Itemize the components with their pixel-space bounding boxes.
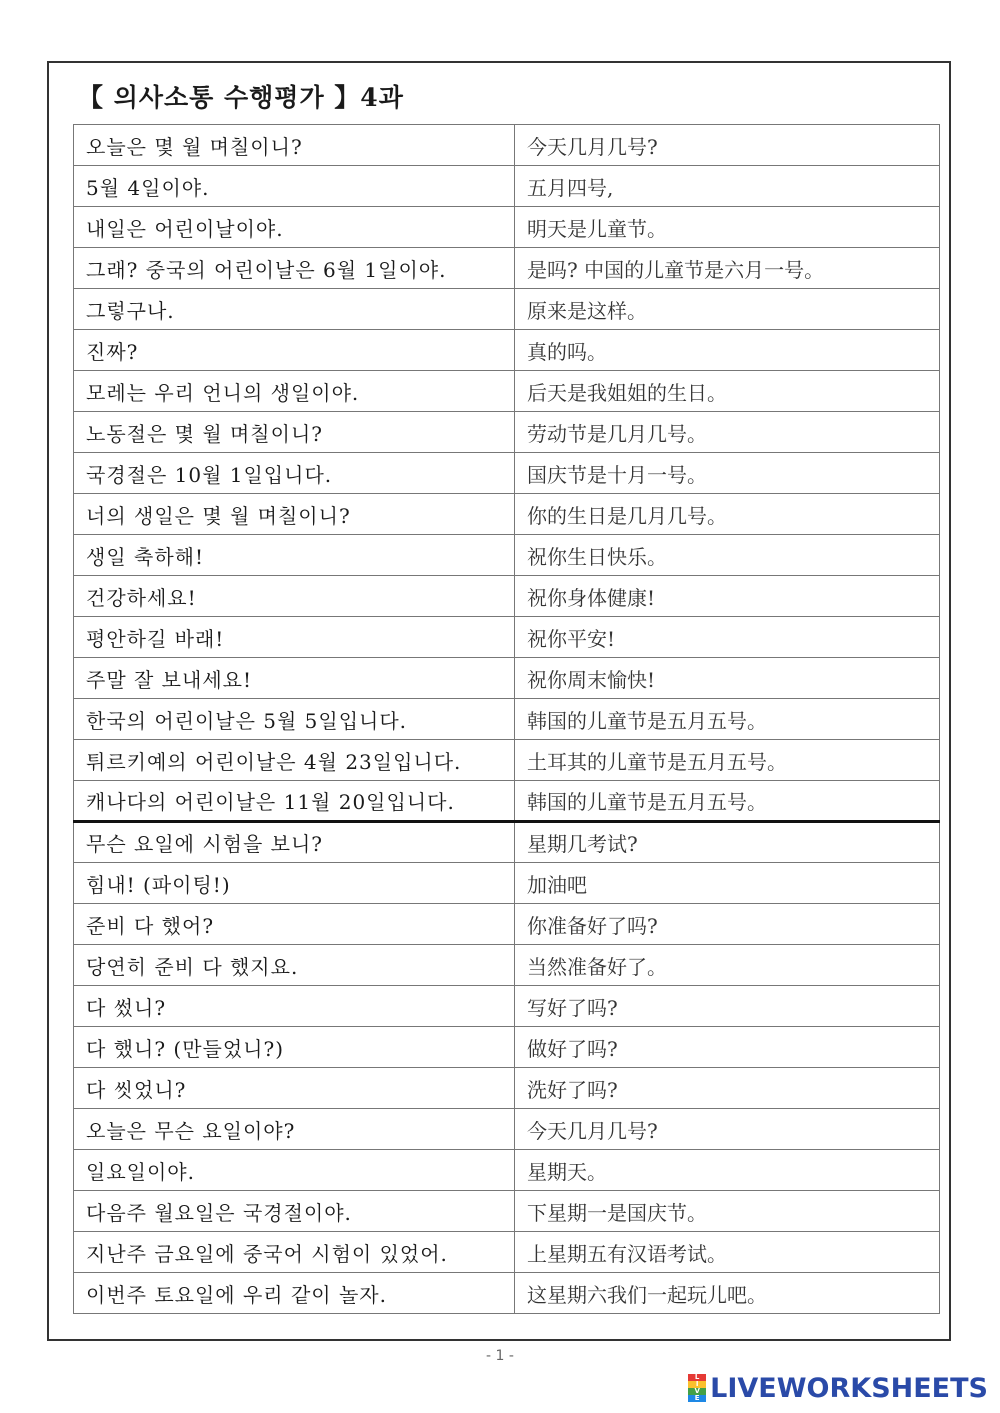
chinese-phrase: 下星期一是国庆节。 bbox=[515, 1191, 940, 1232]
chinese-phrase: 国庆节是十月一号。 bbox=[515, 453, 940, 494]
korean-phrase: 힘내! (파이팅!) bbox=[74, 863, 515, 904]
chinese-phrase: 加油吧 bbox=[515, 863, 940, 904]
badge-letter: L bbox=[688, 1374, 706, 1381]
table-row bbox=[74, 904, 940, 945]
table-row bbox=[74, 1109, 940, 1150]
page-number: - 1 - bbox=[486, 1348, 514, 1364]
chinese-phrase: 这星期六我们一起玩儿吧。 bbox=[515, 1273, 940, 1314]
table-row bbox=[74, 699, 940, 740]
chinese-phrase: 原来是这样。 bbox=[515, 289, 940, 330]
chinese-phrase: 后天是我姐姐的生日。 bbox=[515, 371, 940, 412]
korean-phrase: 무슨 요일에 시험을 보니? bbox=[74, 822, 515, 863]
korean-phrase: 다 했니? (만들었니?) bbox=[74, 1027, 515, 1068]
table-row bbox=[74, 1027, 940, 1068]
badge-letter: V bbox=[688, 1388, 706, 1395]
table-row bbox=[74, 617, 940, 658]
table-row bbox=[74, 412, 940, 453]
table-row bbox=[74, 207, 940, 248]
korean-phrase: 다음주 월요일은 국경절이야. bbox=[74, 1191, 515, 1232]
chinese-phrase: 韩国的儿童节是五月五号。 bbox=[515, 781, 940, 822]
korean-phrase: 노동절은 몇 월 며칠이니? bbox=[74, 412, 515, 453]
korean-phrase: 내일은 어린이날이야. bbox=[74, 207, 515, 248]
chinese-phrase: 是吗? 中国的儿童节是六月一号。 bbox=[515, 248, 940, 289]
chinese-phrase: 做好了吗? bbox=[515, 1027, 940, 1068]
liveworksheets-logo[interactable] bbox=[688, 1372, 988, 1404]
korean-phrase: 캐나다의 어린이날은 11월 20일입니다. bbox=[74, 781, 515, 822]
phrase-table bbox=[73, 124, 940, 1314]
chinese-phrase: 洗好了吗? bbox=[515, 1068, 940, 1109]
table-row bbox=[74, 330, 940, 371]
chinese-phrase: 你的生日是几月几号。 bbox=[515, 494, 940, 535]
chinese-phrase: 真的吗。 bbox=[515, 330, 940, 371]
korean-phrase: 그래? 중국의 어린이날은 6월 1일이야. bbox=[74, 248, 515, 289]
korean-phrase: 국경절은 10월 1일입니다. bbox=[74, 453, 515, 494]
korean-phrase: 그렇구나. bbox=[74, 289, 515, 330]
badge-letter: I bbox=[688, 1381, 706, 1388]
table-row bbox=[74, 781, 940, 822]
badge-letter: E bbox=[688, 1395, 706, 1402]
table-row bbox=[74, 535, 940, 576]
korean-phrase: 다 씻었니? bbox=[74, 1068, 515, 1109]
korean-phrase: 이번주 토요일에 우리 같이 놀자. bbox=[74, 1273, 515, 1314]
table-row bbox=[74, 371, 940, 412]
korean-phrase: 다 썼니? bbox=[74, 986, 515, 1027]
table-row bbox=[74, 658, 940, 699]
chinese-phrase: 上星期五有汉语考试。 bbox=[515, 1232, 940, 1273]
chinese-phrase: 祝你生日快乐。 bbox=[515, 535, 940, 576]
chinese-phrase: 今天几月几号? bbox=[515, 1109, 940, 1150]
table-row bbox=[74, 863, 940, 904]
chinese-phrase: 劳动节是几月几号。 bbox=[515, 412, 940, 453]
korean-phrase: 튀르키예의 어린이날은 4월 23일입니다. bbox=[74, 740, 515, 781]
table-row bbox=[74, 494, 940, 535]
worksheet-title: 【 의사소통 수행평가 】4과 bbox=[78, 83, 404, 112]
table-row bbox=[74, 289, 940, 330]
korean-phrase: 주말 잘 보내세요! bbox=[74, 658, 515, 699]
table-row bbox=[74, 1232, 940, 1273]
table-row bbox=[74, 945, 940, 986]
table-row bbox=[74, 166, 940, 207]
chinese-phrase: 祝你平安! bbox=[515, 617, 940, 658]
korean-phrase: 너의 생일은 몇 월 며칠이니? bbox=[74, 494, 515, 535]
korean-phrase: 준비 다 했어? bbox=[74, 904, 515, 945]
korean-phrase: 오늘은 몇 월 며칠이니? bbox=[74, 125, 515, 166]
chinese-phrase: 写好了吗? bbox=[515, 986, 940, 1027]
table-row bbox=[74, 576, 940, 617]
korean-phrase: 생일 축하해! bbox=[74, 535, 515, 576]
korean-phrase: 진짜? bbox=[74, 330, 515, 371]
korean-phrase: 평안하길 바래! bbox=[74, 617, 515, 658]
table-row bbox=[74, 248, 940, 289]
korean-phrase: 건강하세요! bbox=[74, 576, 515, 617]
chinese-phrase: 你准备好了吗? bbox=[515, 904, 940, 945]
table-row bbox=[74, 1150, 940, 1191]
korean-phrase: 오늘은 무슨 요일이야? bbox=[74, 1109, 515, 1150]
chinese-phrase: 星期几考试? bbox=[515, 822, 940, 863]
table-row bbox=[74, 822, 940, 863]
chinese-phrase: 祝你周末愉快! bbox=[515, 658, 940, 699]
chinese-phrase: 韩国的儿童节是五月五号。 bbox=[515, 699, 940, 740]
chinese-phrase: 明天是儿童节。 bbox=[515, 207, 940, 248]
live-badge-icon bbox=[688, 1374, 706, 1402]
korean-phrase: 일요일이야. bbox=[74, 1150, 515, 1191]
brand-text: LIVEWORKSHEETS bbox=[710, 1372, 988, 1404]
table-row bbox=[74, 1191, 940, 1232]
chinese-phrase: 祝你身体健康! bbox=[515, 576, 940, 617]
chinese-phrase: 星期天。 bbox=[515, 1150, 940, 1191]
korean-phrase: 한국의 어린이날은 5월 5일입니다. bbox=[74, 699, 515, 740]
table-row bbox=[74, 453, 940, 494]
chinese-phrase: 当然准备好了。 bbox=[515, 945, 940, 986]
chinese-phrase: 五月四号, bbox=[515, 166, 940, 207]
chinese-phrase: 土耳其的儿童节是五月五号。 bbox=[515, 740, 940, 781]
table-row bbox=[74, 1273, 940, 1314]
table-row bbox=[74, 125, 940, 166]
korean-phrase: 지난주 금요일에 중국어 시험이 있었어. bbox=[74, 1232, 515, 1273]
chinese-phrase: 今天几月几号? bbox=[515, 125, 940, 166]
korean-phrase: 당연히 준비 다 했지요. bbox=[74, 945, 515, 986]
table-row bbox=[74, 1068, 940, 1109]
korean-phrase: 모레는 우리 언니의 생일이야. bbox=[74, 371, 515, 412]
table-row bbox=[74, 986, 940, 1027]
korean-phrase: 5월 4일이야. bbox=[74, 166, 515, 207]
table-row bbox=[74, 740, 940, 781]
